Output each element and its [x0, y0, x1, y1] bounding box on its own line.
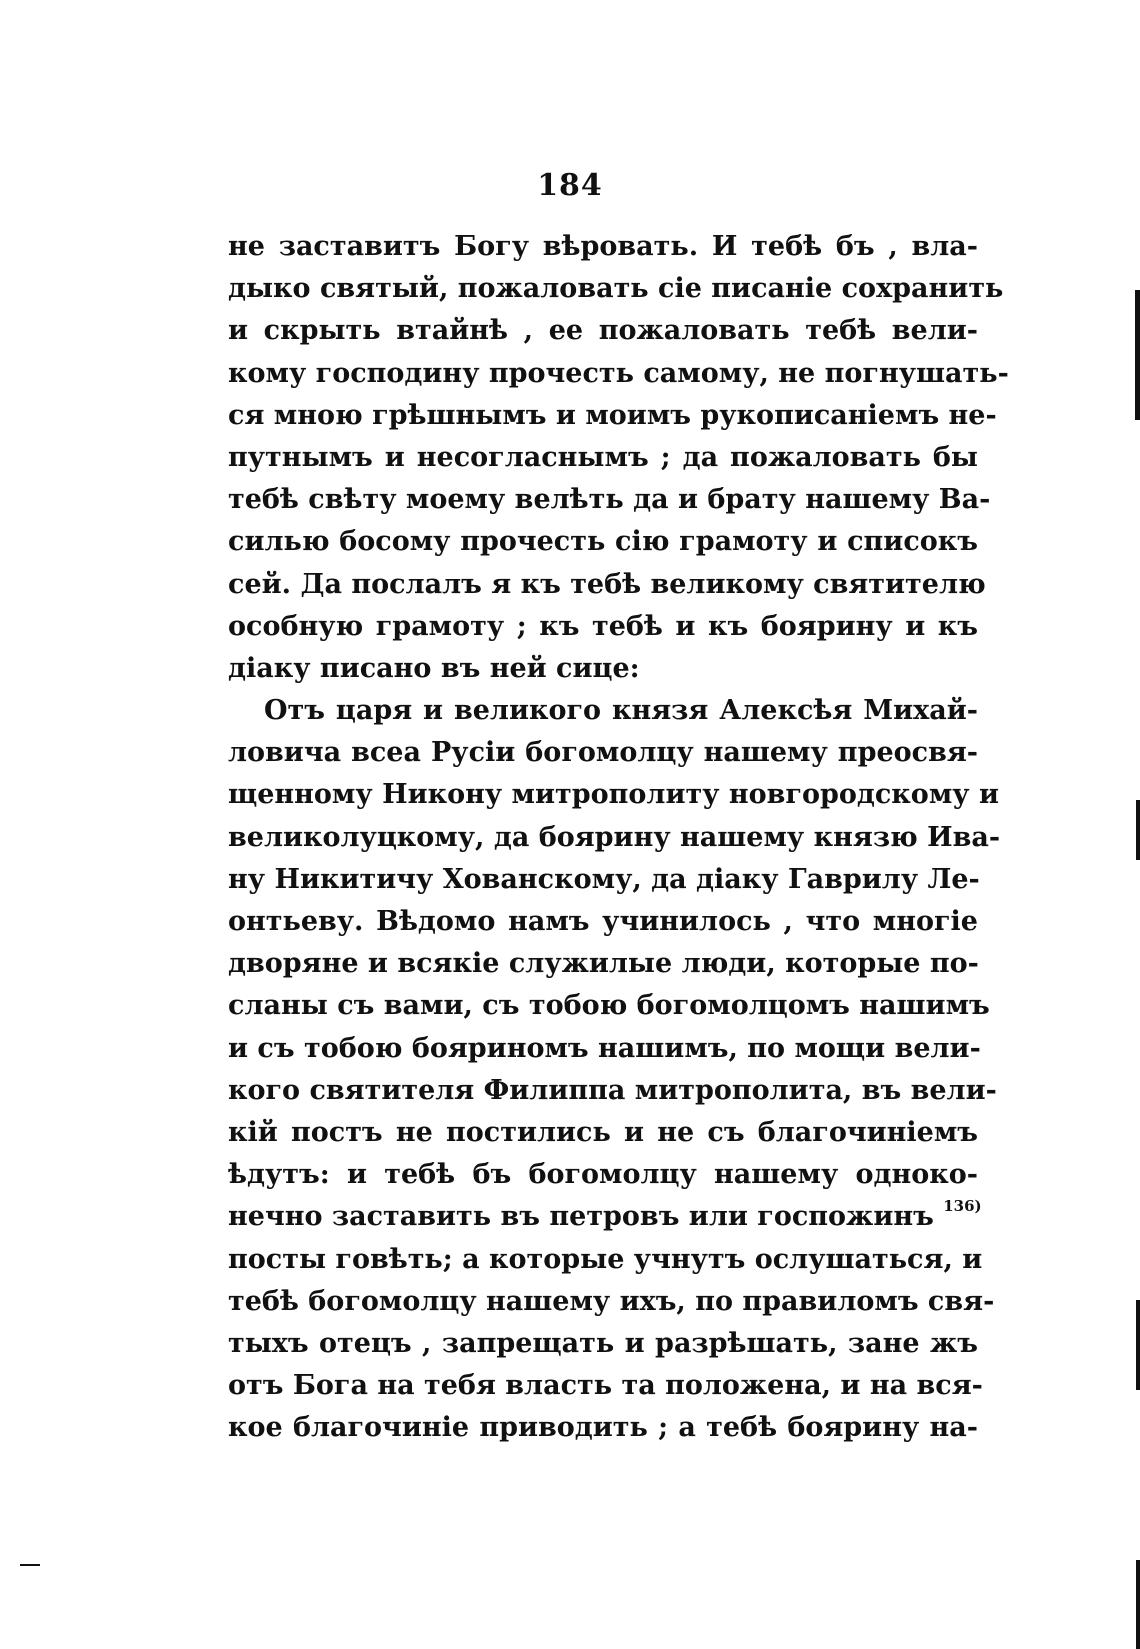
text-line	[228, 648, 978, 690]
text-line	[228, 985, 990, 1027]
text-line	[228, 437, 978, 479]
text-line-content: кому господину прочесть самому, не погнушать-	[228, 357, 1009, 389]
text-line-content: кое благочиніе приводить ; а тебѣ боярину на-	[228, 1412, 978, 1444]
text-line-content: щенному Никону митрополиту новгородскому и	[228, 779, 999, 811]
text-line	[228, 1281, 995, 1323]
text-line	[228, 564, 986, 606]
text-line-content: тыхъ отецъ , запрещать и разрѣшать, зане жъ	[228, 1327, 978, 1359]
text-line-content: путнымъ и несогласнымъ ; да пожаловать бы	[228, 441, 978, 473]
text-line-content: ну Никитичу Хованскому, да діаку Гаврилу Ле-	[228, 863, 980, 895]
scan-edge-mark	[1136, 1300, 1140, 1390]
text-line-content: дыко святый, пожаловать сіе писаніе сохранить	[228, 273, 1004, 305]
text-line-content: тебѣ свѣту моему велѣть да и брату нашему Ва-	[228, 484, 991, 516]
scan-margin-mark	[20, 1564, 40, 1566]
text-line-content: силью босому прочесть сію грамоту и списокъ	[228, 526, 978, 558]
text-line-content: ловича всеа Русіи богомолцу нашему преосвя-	[228, 737, 978, 769]
text-line	[228, 310, 978, 352]
text-line	[228, 606, 978, 648]
text-line	[228, 1070, 997, 1112]
text-line-content: посты говѣть; а которые учнутъ ослушаться, и	[228, 1243, 983, 1275]
text-line-content: кого святителя Филиппа митрополита, въ вели-	[228, 1074, 997, 1106]
text-line	[228, 774, 999, 816]
text-line	[228, 353, 1009, 395]
text-line	[228, 690, 978, 732]
scan-edge-mark	[1136, 800, 1140, 860]
text-line-content: особную грамоту ; къ тебѣ и къ боярину и къ	[228, 610, 978, 642]
text-line-content: не заставитъ Богу вѣровать. И тебѣ бъ , вла-	[228, 231, 978, 262]
text-line-content: дворяне и всякіе служилые люди, которые по-	[228, 948, 979, 980]
text-line	[228, 943, 978, 985]
text-line	[228, 479, 991, 521]
text-line-content: и скрыть втайнѣ , ее пожаловать тебѣ вели-	[228, 315, 978, 347]
text-line	[228, 1323, 978, 1365]
scan-edge-mark	[1135, 290, 1140, 420]
text-line	[228, 226, 978, 268]
text-line-content: ся мною грѣшнымъ и моимъ рукописаніемъ не-	[228, 399, 997, 431]
page-number: 184	[537, 168, 603, 203]
text-line	[228, 732, 978, 774]
footnote-reference: 136)	[943, 1197, 982, 1216]
text-line	[228, 1154, 978, 1196]
text-line	[228, 1028, 981, 1070]
text-line	[228, 268, 1004, 310]
text-line-content: Отъ царя и великого князя Алексѣя Михай-	[264, 695, 978, 727]
text-line-content: великолуцкому, да боярину нашему князю Ива-	[228, 821, 1001, 853]
text-line-content: діаку писано въ ней сице:	[228, 652, 640, 684]
text-line	[228, 817, 1001, 859]
text-line	[228, 1365, 983, 1407]
body-text	[228, 226, 1009, 1449]
text-line	[228, 1196, 982, 1238]
text-line	[228, 859, 978, 901]
text-line-content: тебѣ богомолцу нашему ихъ, по правиломъ свя-	[228, 1285, 995, 1317]
text-line	[228, 1112, 978, 1154]
text-line	[228, 1239, 983, 1281]
text-line-content: онтьеву. Вѣдомо намъ учинилось , что многіе	[228, 906, 978, 937]
text-line-content: кій постъ не постились и не съ благочиніемъ	[228, 1116, 978, 1148]
text-line-content: отъ Бога на тебя власть та положена, и на вся-	[228, 1370, 983, 1402]
text-line-content: сланы съ вами, съ тобою богомолцомъ нашимъ	[228, 990, 990, 1022]
text-line	[228, 395, 997, 437]
text-line	[228, 521, 978, 563]
text-line-content: сей. Да послалъ я къ тебѣ великому святителю	[228, 568, 986, 600]
scan-edge-mark	[1136, 1560, 1140, 1649]
text-line	[228, 901, 978, 943]
text-line-content: и съ тобою бояриномъ нашимъ, по мощи вели-	[228, 1032, 981, 1064]
text-line-content: нечно заставить въ петровъ или госпожинъ	[228, 1201, 934, 1233]
text-line	[228, 1407, 978, 1449]
text-line-content: ѣдутъ: и тебѣ бъ богомолцу нашему одноко-	[228, 1159, 978, 1191]
